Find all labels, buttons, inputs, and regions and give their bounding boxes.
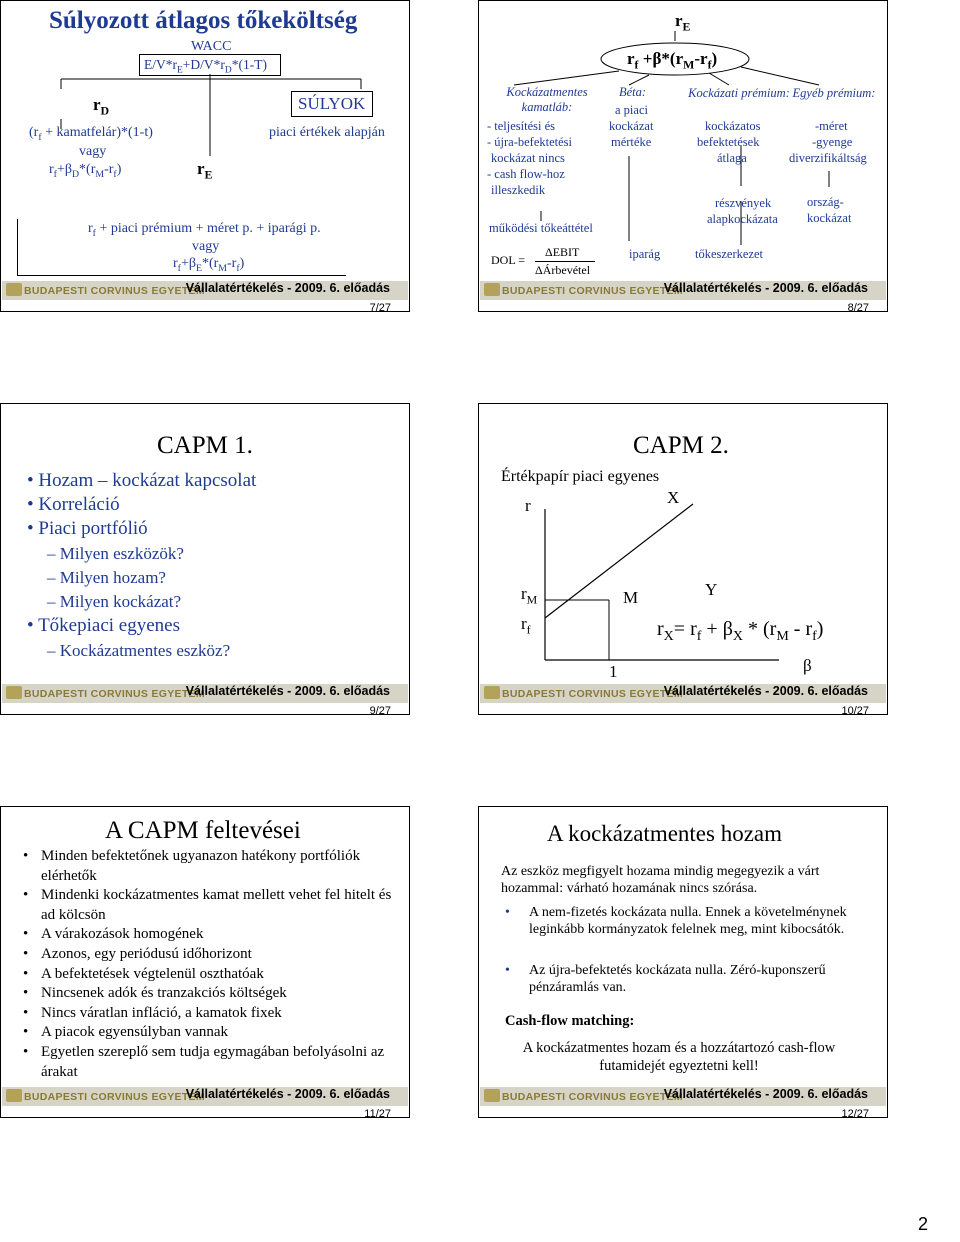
university-crest-icon — [484, 283, 500, 296]
re-line2: vagy — [192, 239, 220, 254]
slide-8 — [478, 0, 888, 312]
university-crest-icon — [484, 1089, 500, 1102]
sml-subtitle: Értékpapír piaci egyenes — [501, 468, 660, 485]
country-l1: ország- — [807, 195, 844, 209]
footer-course: Vállalatértékelés - 2009. 6. előadás — [663, 281, 868, 295]
cashflow-text: A kockázatmentes hozam és a hozzátartozó cash-flow futamidejét egyeztetni kell! — [522, 1040, 836, 1074]
footer-bar — [2, 281, 408, 300]
university-logo: BUDAPESTI CORVINUS EGYETEM — [6, 1089, 205, 1103]
slide-page-number: 7/27 — [369, 302, 391, 312]
rd-line3: $r_f+\beta_D*(r_M-r_f)$ — [49, 162, 122, 180]
axis-r-label: r — [525, 496, 531, 515]
list-item: • Minden befektetőnek ugyanazon hatékony portfóliók elérhetők — [23, 848, 361, 884]
slide-title: Súlyozott átlagos tőkeköltség — [49, 7, 358, 34]
dol-numerator: ΔEBIT — [545, 245, 580, 259]
bullet-3: • Piaci portfólió — [27, 518, 148, 539]
university-crest-icon — [6, 1089, 22, 1102]
university-logo: BUDAPESTI CORVINUS EGYETEM — [6, 686, 205, 700]
riskfree-l2: - újra-befektetési — [487, 135, 573, 149]
university-logo: BUDAPESTI CORVINUS EGYETEM — [484, 686, 683, 700]
dol-fraction-line — [535, 261, 595, 262]
cashflow-title: Cash-flow matching: — [505, 1013, 635, 1029]
point-y-label: Y — [705, 580, 718, 599]
beta-l3: mértéke — [611, 135, 652, 149]
university-crest-icon — [6, 283, 22, 296]
slide-7 — [0, 0, 410, 312]
rm-label: $r_M$ — [521, 584, 538, 607]
leverage-box — [483, 221, 613, 277]
slide-title: A kockázatmentes hozam — [547, 821, 783, 846]
sulyok-label: SÚLYOK — [298, 94, 366, 113]
riskfree-l1: - teljesítési és — [487, 119, 556, 133]
assumptions-list — [23, 847, 393, 1082]
beta-axis-label: β — [803, 656, 812, 675]
list-item: • Egyetlen szereplő sem tudja egymagában befolyásolni az árakat — [23, 1043, 385, 1080]
country-l2: kockázat — [807, 211, 852, 225]
rd-line1: ($r_f$ + kamatfelár)*(1-t) — [29, 125, 153, 143]
sub-bullet-3: – Milyen kockázat? — [47, 592, 182, 611]
premium-l1: kockázatos — [705, 119, 761, 133]
footer-course: Vállalatértékelés - 2009. 6. előadás — [185, 281, 390, 295]
list-item: • Azonos, egy periódusú időhorizont — [23, 945, 252, 962]
bullet-1: • Hozam – kockázat kapcsolat — [27, 470, 257, 491]
footer-bar — [480, 1087, 886, 1106]
list-item: • A várakozások homogének — [23, 926, 204, 943]
shares-l2: alapkockázata — [707, 212, 778, 226]
footer-course: Vállalatértékelés - 2009. 6. előadás — [663, 1087, 868, 1101]
riskfree-l5: illeszkedik — [491, 183, 546, 197]
slide-title: CAPM 1. — [157, 432, 253, 459]
list-item: • A befektetések végtelenül oszthatóak — [23, 965, 264, 982]
other-l1: -méret — [815, 119, 848, 133]
premium-l3: átlaga — [717, 151, 747, 165]
premium-l2: befektetések — [697, 135, 760, 149]
re-label: $r_E$ — [197, 159, 213, 182]
bullet-2: • Az újra-befektetés kockázata nulla. Zéró-kuponszerű pénzáramlás van. — [505, 963, 826, 995]
bullet-2: • Korreláció — [27, 494, 120, 515]
intro-text: Az eszköz megfigyelt hozama mindig megegyezik a várt hozammal: várható hozamának nincs szórása. — [501, 864, 820, 896]
other-title: Egyéb prémium: — [792, 86, 876, 100]
slide-page-number: 8/27 — [847, 302, 869, 312]
bullet-4: • Tőkepiaci egyenes — [27, 615, 180, 636]
piaci-label: piaci értékek alapján — [269, 125, 385, 140]
industry-label: iparág — [629, 247, 661, 261]
capm-formula: $r_f +\beta*(r_M-r_f)$ — [627, 49, 718, 72]
other-l3: diverzifikáltság — [789, 151, 867, 165]
re-top: $r_E$ — [675, 11, 691, 34]
rd-label: $r_D$ — [93, 95, 110, 118]
footer-course: Vállalatértékelés - 2009. 6. előadás — [185, 684, 390, 698]
rd-line2: vagy — [79, 144, 107, 159]
list-item: • Nincsenek adók és tranzakciós költségek — [23, 985, 287, 1002]
footer-course: Vállalatértékelés - 2009. 6. előadás — [185, 1087, 390, 1101]
shares-l1: részvények — [715, 196, 772, 210]
dol-denominator: ΔÁrbevétel — [535, 263, 591, 277]
beta-one-label: 1 — [609, 662, 618, 681]
security-market-line — [545, 504, 693, 618]
re-formula-box — [17, 219, 346, 276]
beta-title: Béta: — [619, 85, 647, 99]
university-crest-icon — [6, 686, 22, 699]
bullet-dot-icon: • — [505, 905, 510, 920]
sub-bullet-4: – Kockázatmentes eszköz? — [47, 641, 231, 660]
university-logo: BUDAPESTI CORVINUS EGYETEM — [6, 283, 205, 297]
wacc-formula: $E/V*r_E+D/V*r_D*(1-T)$ — [144, 57, 267, 76]
point-m-label: M — [623, 588, 639, 607]
point-x-label: X — [667, 488, 680, 507]
slide-11 — [0, 806, 410, 1118]
sub-bullet-1: – Milyen eszközök? — [47, 544, 184, 563]
slide-9 — [0, 403, 410, 715]
bullet-dot-icon: • — [505, 963, 510, 978]
slide-page-number: 11/27 — [364, 1108, 391, 1118]
leverage-label: működési tőkeáttétel — [489, 221, 593, 235]
slide-title: A CAPM feltevései — [105, 817, 301, 844]
re-line3: $r_f+\beta_E*(r_M-r_f)$ — [173, 256, 245, 274]
slide-page-number: 9/27 — [369, 705, 391, 715]
footer-bar — [2, 1087, 408, 1106]
premium-title: Kockázati prémium: — [688, 86, 790, 100]
university-logo: BUDAPESTI CORVINUS EGYETEM — [484, 283, 683, 297]
sulyok-box — [291, 91, 373, 117]
riskfree-l4: - cash flow-hoz — [487, 167, 565, 181]
footer-bar — [480, 684, 886, 703]
footer-bar — [2, 684, 408, 703]
capital-structure-label: tőkeszerkezet — [695, 247, 764, 261]
slide-10 — [478, 403, 888, 715]
capm-formula: $r_X= r_f + \beta_X * (r_M - r_f)$ — [657, 618, 824, 644]
university-logo: BUDAPESTI CORVINUS EGYETEM — [484, 1089, 683, 1103]
footer-course: Vállalatértékelés - 2009. 6. előadás — [663, 684, 868, 698]
beta-l1: a piaci — [615, 103, 648, 117]
slide-title: CAPM 2. — [633, 432, 729, 459]
beta-l2: kockázat — [609, 119, 654, 133]
slide-page-number: 12/27 — [841, 1108, 869, 1118]
list-item: • Nincs váratlan infláció, a kamatok fixek — [23, 1004, 282, 1021]
slide-page-number: 10/27 — [841, 705, 869, 715]
riskfree-l3: kockázat nincs — [491, 151, 565, 165]
bullet-1: • A nem-fizetés kockázata nulla. Ennek a követelménynek leginkább kormányzatok felelnek meg, mint kibocsátók. — [505, 905, 847, 937]
re-line1: $r_f$ + piaci prémium + méret p. + iparági p. — [88, 221, 321, 239]
footer-bar — [480, 281, 886, 300]
riskfree-title: Kockázatmentes kamatláb: — [506, 85, 588, 114]
other-l2: -gyenge — [812, 135, 853, 149]
wacc-label: WACC — [191, 39, 232, 54]
sub-bullet-2: – Milyen hozam? — [47, 568, 166, 587]
page-number: 2 — [917, 1214, 928, 1234]
slide-12 — [478, 806, 888, 1118]
university-crest-icon — [484, 686, 500, 699]
rf-label: $r_f$ — [521, 614, 531, 637]
list-item: • Mindenki kockázatmentes kamat mellett vehet fel hitelt és ad kölcsön — [23, 887, 392, 923]
list-item: • A piacok egyensúlyban vannak — [23, 1024, 229, 1041]
dol-label: DOL = — [491, 253, 525, 267]
